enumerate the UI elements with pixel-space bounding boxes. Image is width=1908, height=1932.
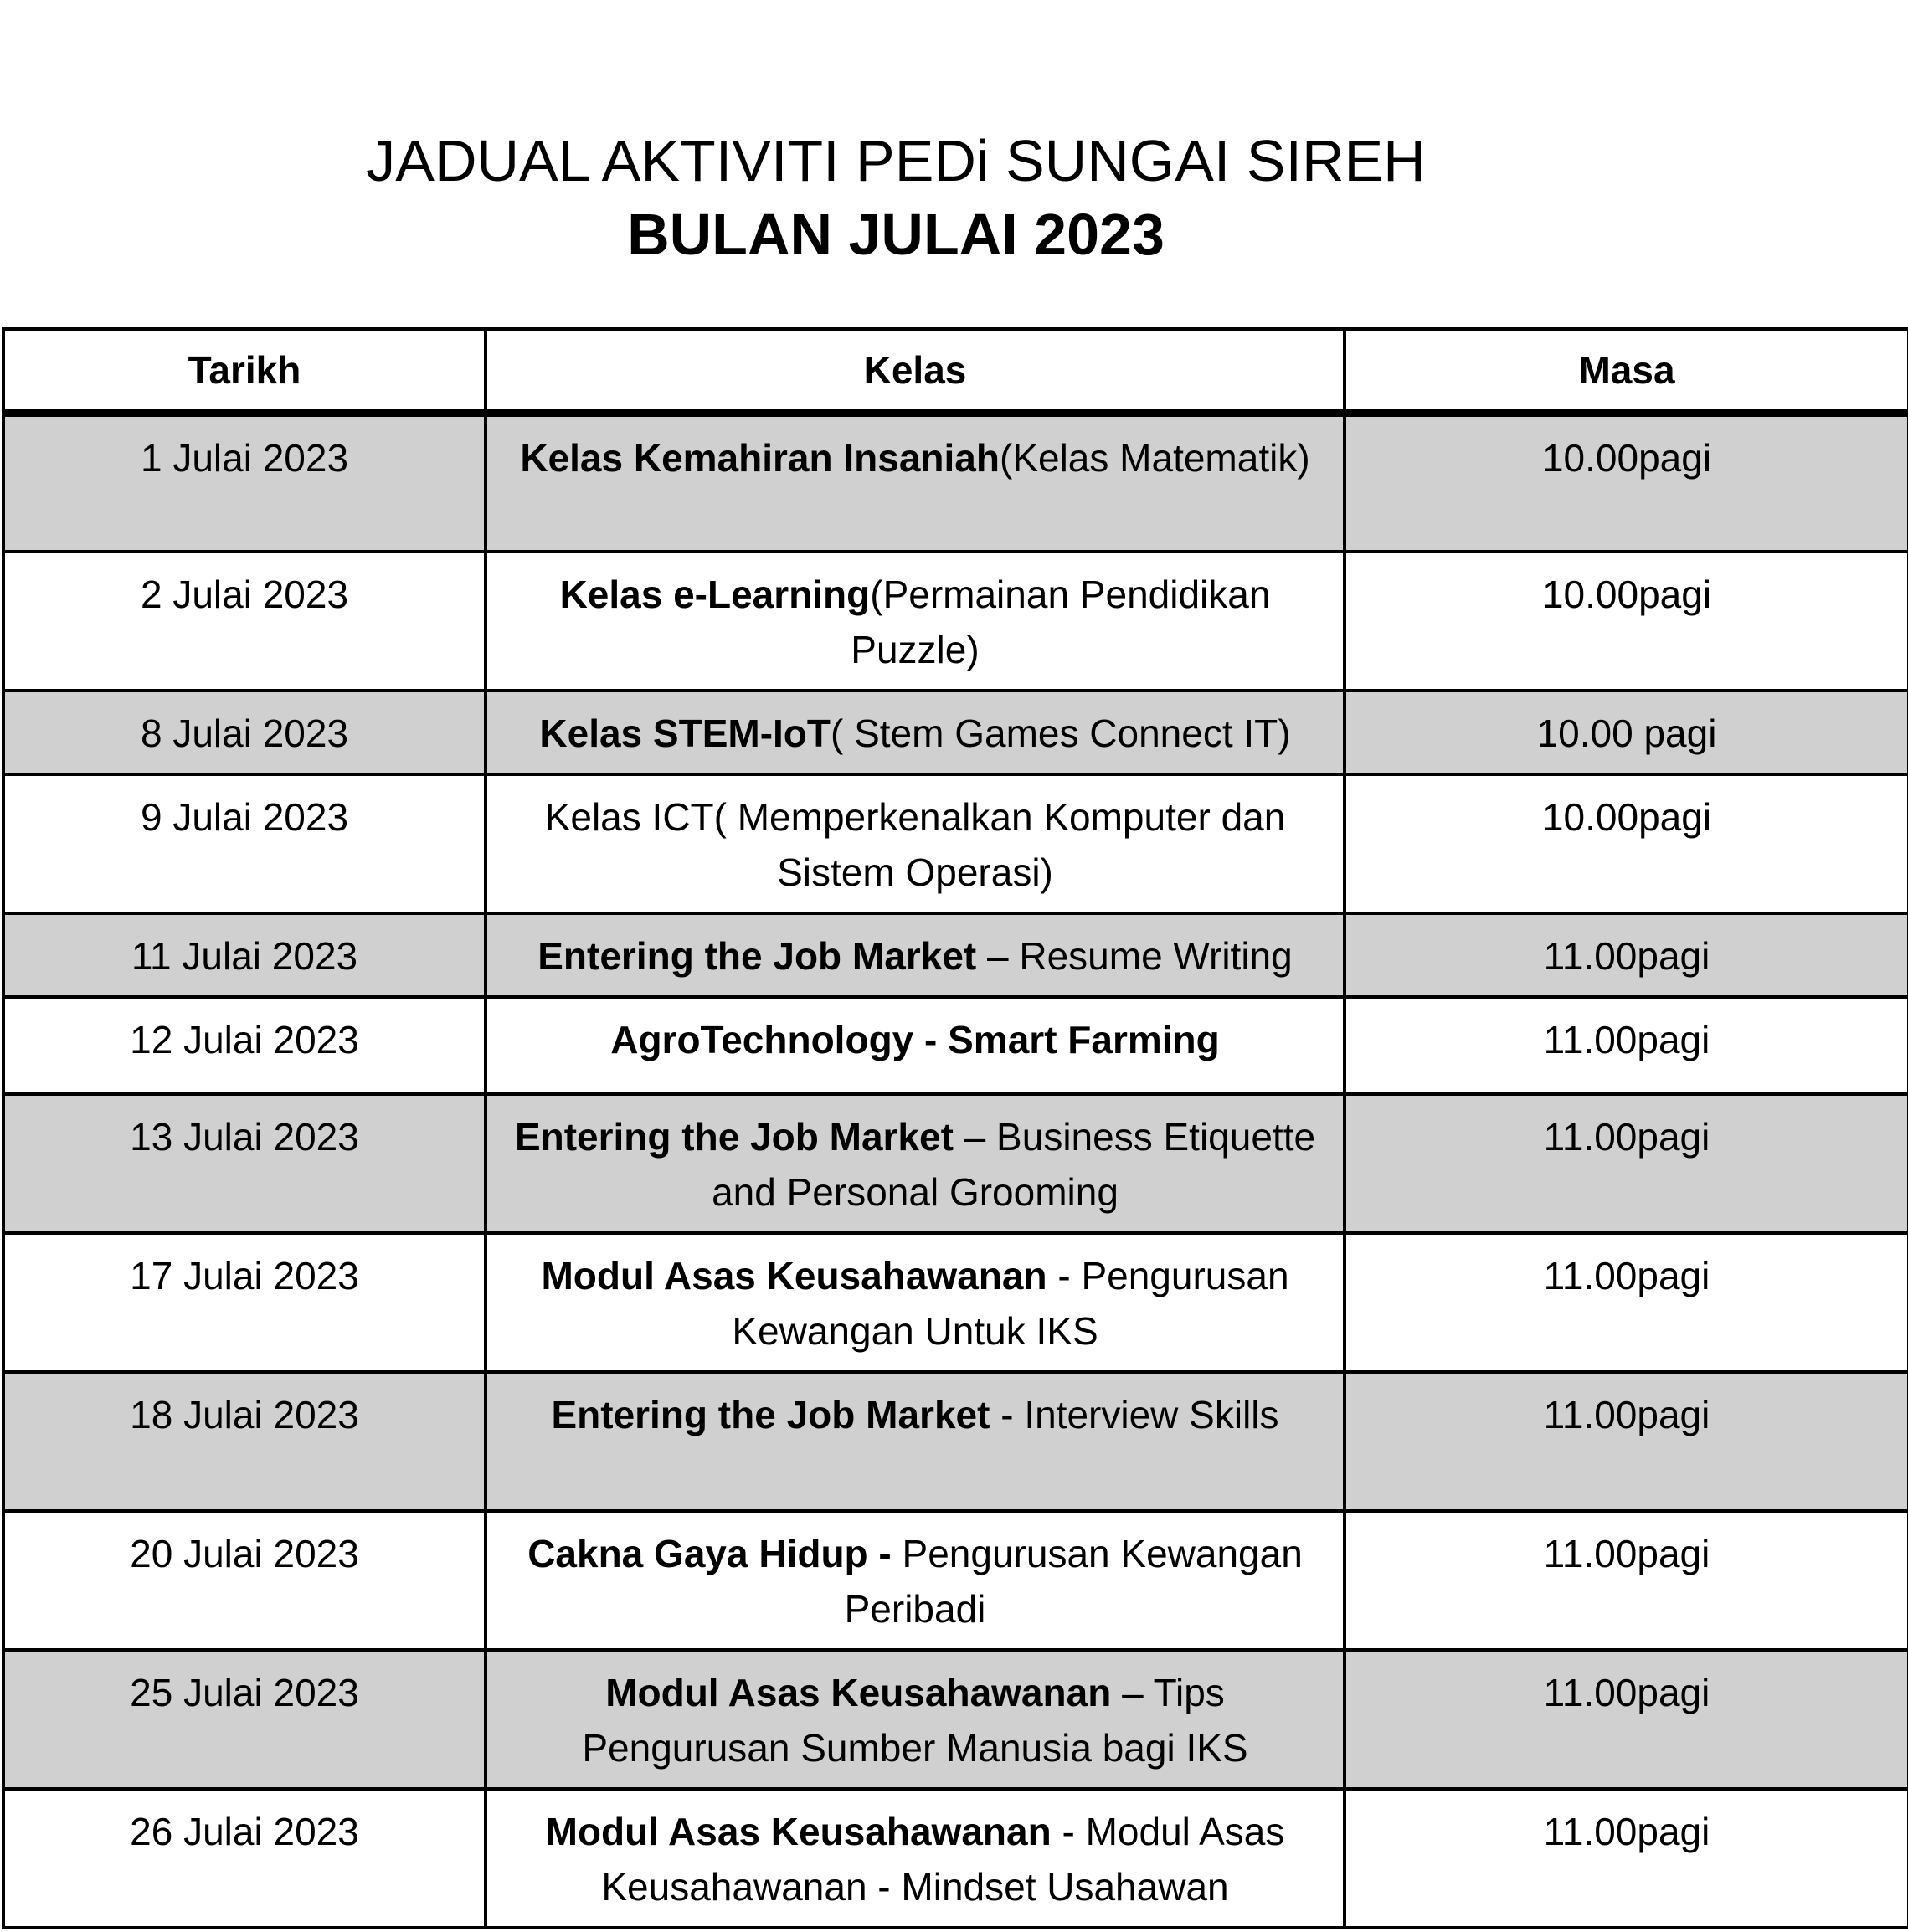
class-title: Kelas e-Learning (559, 573, 871, 616)
cell-time: 11.00pagi (1345, 1789, 1908, 1928)
page-header (0, 126, 1792, 272)
cell-time: 10.00 pagi (1345, 691, 1908, 774)
class-detail: Pengurusan Kewangan Peribadi (844, 1532, 1303, 1631)
table-row (3, 1511, 1908, 1650)
cell-class (486, 552, 1345, 691)
column-header-date: Tarikh (3, 329, 486, 413)
table-header-row (3, 329, 1908, 413)
class-title: Cakna Gaya Hidup - (527, 1532, 892, 1575)
cell-time: 11.00pagi (1345, 1511, 1908, 1650)
schedule-table (2, 327, 1908, 1929)
cell-class (486, 1511, 1345, 1650)
cell-class (486, 1372, 1345, 1511)
page-subtitle: BULAN JULAI 2023 (627, 202, 1165, 267)
cell-time: 10.00pagi (1345, 413, 1908, 552)
class-detail: (Permainan Pendidikan Puzzle) (851, 573, 1271, 671)
class-title: Entering the Job Market (514, 1115, 954, 1159)
cell-date: 26 Julai 2023 (3, 1789, 486, 1928)
class-detail: ( Stem Games Connect IT) (831, 712, 1291, 755)
class-detail: - Pengurusan Kewangan Untuk IKS (732, 1254, 1289, 1353)
table-row (3, 913, 1908, 997)
cell-date: 11 Julai 2023 (3, 913, 486, 997)
cell-date: 18 Julai 2023 (3, 1372, 486, 1511)
cell-date: 12 Julai 2023 (3, 997, 486, 1094)
cell-time: 11.00pagi (1345, 913, 1908, 997)
class-detail: – Tips Pengurusan Sumber Manusia bagi IKS (582, 1671, 1248, 1770)
class-detail: - Interview Skills (990, 1393, 1279, 1436)
class-title: Entering the Job Market (551, 1393, 990, 1436)
class-detail: – Resume Writing (976, 934, 1293, 978)
column-header-class: Kelas (486, 329, 1345, 413)
cell-time: 11.00pagi (1345, 997, 1908, 1094)
cell-date: 8 Julai 2023 (3, 691, 486, 774)
table-row (3, 691, 1908, 774)
class-title: Modul Asas Keusahawanan (541, 1254, 1047, 1297)
cell-time: 10.00pagi (1345, 774, 1908, 913)
table-row (3, 774, 1908, 913)
cell-time: 11.00pagi (1345, 1094, 1908, 1233)
class-title: Kelas STEM-IoT (539, 712, 831, 755)
table-row (3, 997, 1908, 1094)
cell-class (486, 913, 1345, 997)
cell-date: 17 Julai 2023 (3, 1233, 486, 1372)
table-row (3, 1650, 1908, 1789)
cell-date: 13 Julai 2023 (3, 1094, 486, 1233)
cell-class (486, 774, 1345, 913)
cell-time: 11.00pagi (1345, 1372, 1908, 1511)
cell-class (486, 1789, 1345, 1928)
page-title: JADUAL AKTIVITI PEDi SUNGAI SIREH (366, 128, 1426, 193)
cell-class (486, 1650, 1345, 1789)
table-row (3, 1789, 1908, 1928)
cell-date: 1 Julai 2023 (3, 413, 486, 552)
cell-time: 11.00pagi (1345, 1233, 1908, 1372)
cell-class (486, 413, 1345, 552)
cell-class (486, 1094, 1345, 1233)
cell-class (486, 691, 1345, 774)
class-title: Modul Asas Keusahawanan (545, 1810, 1052, 1853)
cell-date: 20 Julai 2023 (3, 1511, 486, 1650)
cell-date: 2 Julai 2023 (3, 552, 486, 691)
table-row (3, 1233, 1908, 1372)
column-header-time: Masa (1345, 329, 1908, 413)
class-detail: Kelas ICT( Memperkenalkan Komputer dan Sistem Operasi) (544, 795, 1286, 894)
cell-date: 9 Julai 2023 (3, 774, 486, 913)
table-row (3, 1094, 1908, 1233)
class-title: Modul Asas Keusahawanan (605, 1671, 1112, 1714)
class-detail: (Kelas Matematik) (1000, 435, 1310, 480)
cell-date: 25 Julai 2023 (3, 1650, 486, 1789)
table-row (3, 1372, 1908, 1511)
table-row (3, 552, 1908, 691)
class-title: Kelas Kemahiran Insaniah (520, 435, 1000, 480)
class-title: Entering the Job Market (537, 934, 977, 978)
cell-class (486, 997, 1345, 1094)
table-row (3, 413, 1908, 552)
cell-time: 11.00pagi (1345, 1650, 1908, 1789)
cell-class (486, 1233, 1345, 1372)
cell-time: 10.00pagi (1345, 552, 1908, 691)
class-detail: - Modul Asas Keusahawanan - Mindset Usahawan (601, 1810, 1285, 1909)
class-title: AgroTechnology - Smart Farming (610, 1018, 1220, 1061)
class-detail: – Business Etiquette and Personal Grooming (712, 1115, 1316, 1214)
